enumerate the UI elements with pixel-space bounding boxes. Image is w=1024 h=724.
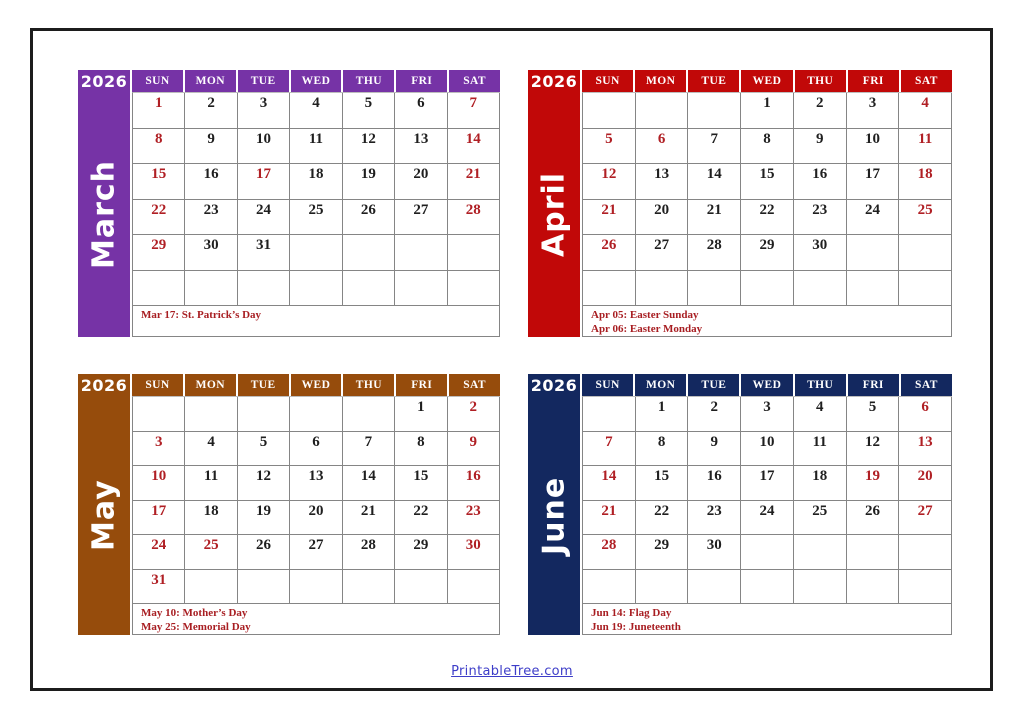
day-cell: 25	[185, 535, 237, 570]
day-cell: 21	[583, 200, 636, 236]
day-cell: 15	[133, 164, 185, 200]
day-cell: 24	[133, 535, 185, 570]
day-cell: 24	[847, 200, 900, 236]
weekday-label: TUE	[688, 374, 741, 396]
day-cell: 27	[290, 535, 342, 570]
day-cell: 18	[899, 164, 952, 200]
day-cell: 15	[395, 466, 447, 501]
day-cell: 12	[238, 466, 290, 501]
day-cell	[847, 271, 900, 307]
day-cell: 9	[448, 432, 500, 467]
day-cell: 6	[899, 397, 952, 432]
dates-grid	[582, 92, 952, 306]
day-cell	[583, 271, 636, 307]
weekday-header-row	[132, 70, 500, 92]
day-cell: 8	[636, 432, 689, 467]
day-cell	[448, 271, 500, 307]
day-cell	[636, 271, 689, 307]
day-cell	[741, 570, 794, 605]
day-cell: 13	[636, 164, 689, 200]
month-grid	[132, 374, 500, 635]
holiday-note: Apr 06: Easter Monday	[591, 323, 703, 336]
day-cell: 21	[343, 501, 395, 536]
day-cell: 19	[343, 164, 395, 200]
week-row	[133, 432, 500, 467]
day-cell: 25	[899, 200, 952, 236]
day-cell: 14	[448, 129, 500, 165]
day-cell	[238, 397, 290, 432]
weekday-label: TUE	[238, 374, 291, 396]
day-cell: 18	[794, 466, 847, 501]
day-cell: 14	[343, 466, 395, 501]
holiday-note: Jun 14: Flag Day	[591, 607, 672, 619]
day-cell: 28	[688, 235, 741, 271]
day-cell	[290, 235, 342, 271]
weekday-label: THU	[795, 374, 848, 396]
week-row	[133, 271, 500, 307]
week-row	[133, 466, 500, 501]
dates-grid	[132, 92, 500, 306]
week-row	[133, 235, 500, 271]
day-cell: 1	[636, 397, 689, 432]
weekday-header-row	[582, 374, 952, 396]
day-cell: 5	[847, 397, 900, 432]
week-row	[583, 129, 952, 165]
day-cell	[847, 535, 900, 570]
day-cell: 13	[899, 432, 952, 467]
day-cell	[290, 271, 342, 307]
month-name: April	[536, 171, 572, 258]
day-cell: 22	[395, 501, 447, 536]
day-cell: 22	[741, 200, 794, 236]
month-name: March	[86, 159, 122, 270]
day-cell	[185, 271, 237, 307]
weekday-label: FRI	[848, 70, 901, 92]
day-cell	[343, 271, 395, 307]
day-cell: 2	[448, 397, 500, 432]
day-cell: 10	[133, 466, 185, 501]
weekday-label: FRI	[848, 374, 901, 396]
day-cell: 17	[741, 466, 794, 501]
day-cell: 3	[238, 93, 290, 129]
day-cell	[741, 535, 794, 570]
day-cell: 31	[238, 235, 290, 271]
week-row	[583, 397, 952, 432]
weekday-label: WED	[291, 70, 344, 92]
week-row	[583, 235, 952, 271]
week-row	[133, 129, 500, 165]
day-cell: 27	[395, 200, 447, 236]
day-cell: 16	[688, 466, 741, 501]
week-row	[583, 271, 952, 307]
day-cell: 10	[741, 432, 794, 467]
day-cell: 12	[847, 432, 900, 467]
day-cell	[290, 570, 342, 605]
week-row	[583, 535, 952, 570]
day-cell: 11	[185, 466, 237, 501]
day-cell: 17	[238, 164, 290, 200]
holiday-note: Apr 05: Easter Sunday	[591, 309, 699, 321]
day-cell: 2	[794, 93, 847, 129]
holiday-notes	[132, 306, 500, 337]
day-cell: 14	[583, 466, 636, 501]
week-row	[133, 570, 500, 605]
holiday-notes	[132, 604, 500, 635]
week-row	[133, 93, 500, 129]
day-cell	[688, 271, 741, 307]
day-cell: 5	[343, 93, 395, 129]
weekday-label: MON	[185, 374, 238, 396]
month-band	[528, 374, 580, 635]
day-cell: 24	[238, 200, 290, 236]
day-cell: 4	[290, 93, 342, 129]
day-cell: 6	[290, 432, 342, 467]
day-cell	[185, 397, 237, 432]
day-cell: 26	[583, 235, 636, 271]
day-cell: 26	[343, 200, 395, 236]
day-cell	[395, 570, 447, 605]
dates-grid	[582, 396, 952, 604]
weekday-label: THU	[343, 70, 396, 92]
month-grid	[132, 70, 500, 337]
weekday-label: TUE	[688, 70, 741, 92]
day-cell	[133, 271, 185, 307]
day-cell	[899, 570, 952, 605]
weekday-label: TUE	[238, 70, 291, 92]
day-cell: 15	[636, 466, 689, 501]
day-cell: 18	[290, 164, 342, 200]
day-cell: 7	[448, 93, 500, 129]
weekday-header-row	[132, 374, 500, 396]
week-row	[133, 535, 500, 570]
weekday-label: MON	[635, 374, 688, 396]
day-cell	[583, 397, 636, 432]
week-row	[133, 200, 500, 236]
day-cell	[448, 570, 500, 605]
day-cell: 2	[185, 93, 237, 129]
week-row	[583, 466, 952, 501]
day-cell: 27	[899, 501, 952, 536]
day-cell	[636, 93, 689, 129]
day-cell: 30	[185, 235, 237, 271]
day-cell	[847, 235, 900, 271]
day-cell: 22	[133, 200, 185, 236]
day-cell: 17	[847, 164, 900, 200]
month-band	[528, 70, 580, 337]
weekday-label: SAT	[901, 374, 952, 396]
week-row	[583, 501, 952, 536]
day-cell: 29	[133, 235, 185, 271]
month-name: June	[536, 476, 572, 555]
day-cell: 20	[290, 501, 342, 536]
weekday-label: SUN	[582, 374, 635, 396]
day-cell: 10	[847, 129, 900, 165]
day-cell: 30	[688, 535, 741, 570]
day-cell: 20	[395, 164, 447, 200]
holiday-notes	[582, 306, 952, 337]
holiday-note: Jun 19: Juneteenth	[591, 621, 681, 634]
day-cell: 8	[741, 129, 794, 165]
day-cell: 4	[185, 432, 237, 467]
day-cell: 29	[395, 535, 447, 570]
day-cell	[343, 397, 395, 432]
week-row	[133, 164, 500, 200]
weekday-label: SUN	[582, 70, 635, 92]
day-cell: 19	[238, 501, 290, 536]
day-cell: 26	[847, 501, 900, 536]
day-cell	[133, 397, 185, 432]
weekday-label: MON	[185, 70, 238, 92]
day-cell: 26	[238, 535, 290, 570]
printabletree-link[interactable]: PrintableTree.com	[451, 664, 573, 679]
calendar-april	[528, 70, 952, 337]
day-cell: 29	[636, 535, 689, 570]
day-cell: 16	[448, 466, 500, 501]
weekday-label: THU	[343, 374, 396, 396]
day-cell	[395, 235, 447, 271]
week-row	[583, 93, 952, 129]
day-cell: 16	[185, 164, 237, 200]
holiday-note: May 25: Memorial Day	[141, 621, 251, 634]
day-cell	[847, 570, 900, 605]
month-grid	[582, 374, 952, 635]
day-cell: 17	[133, 501, 185, 536]
week-row	[133, 397, 500, 432]
day-cell: 24	[741, 501, 794, 536]
day-cell: 8	[133, 129, 185, 165]
weekday-label: WED	[741, 70, 794, 92]
year-label: 2026	[530, 375, 578, 395]
day-cell: 4	[794, 397, 847, 432]
day-cell: 7	[343, 432, 395, 467]
day-cell: 7	[688, 129, 741, 165]
day-cell: 23	[794, 200, 847, 236]
day-cell: 15	[741, 164, 794, 200]
day-cell: 27	[636, 235, 689, 271]
weekday-label: SUN	[132, 70, 185, 92]
day-cell: 10	[238, 129, 290, 165]
week-row	[583, 570, 952, 605]
day-cell: 3	[741, 397, 794, 432]
day-cell	[395, 271, 447, 307]
calendar-may	[78, 374, 500, 635]
day-cell: 1	[741, 93, 794, 129]
day-cell: 28	[583, 535, 636, 570]
day-cell: 3	[847, 93, 900, 129]
day-cell: 23	[448, 501, 500, 536]
day-cell: 30	[794, 235, 847, 271]
day-cell: 5	[238, 432, 290, 467]
weekday-label: THU	[795, 70, 848, 92]
weekday-header-row	[582, 70, 952, 92]
day-cell	[741, 271, 794, 307]
day-cell: 7	[583, 432, 636, 467]
day-cell: 13	[290, 466, 342, 501]
day-cell	[448, 235, 500, 271]
day-cell	[343, 570, 395, 605]
day-cell: 8	[395, 432, 447, 467]
day-cell: 21	[448, 164, 500, 200]
holiday-notes	[582, 604, 952, 635]
day-cell: 30	[448, 535, 500, 570]
month-band	[78, 70, 130, 337]
day-cell: 20	[636, 200, 689, 236]
day-cell	[238, 271, 290, 307]
day-cell: 5	[583, 129, 636, 165]
day-cell: 1	[133, 93, 185, 129]
day-cell	[290, 397, 342, 432]
weekday-label: SUN	[132, 374, 185, 396]
day-cell: 9	[185, 129, 237, 165]
week-row	[583, 200, 952, 236]
weekday-label: FRI	[396, 70, 449, 92]
day-cell	[899, 271, 952, 307]
day-cell: 28	[343, 535, 395, 570]
year-label: 2026	[530, 71, 578, 91]
day-cell: 25	[794, 501, 847, 536]
day-cell	[794, 271, 847, 307]
weekday-label: FRI	[396, 374, 449, 396]
day-cell: 3	[133, 432, 185, 467]
day-cell	[794, 535, 847, 570]
day-cell: 23	[185, 200, 237, 236]
day-cell: 1	[395, 397, 447, 432]
day-cell	[238, 570, 290, 605]
week-row	[583, 164, 952, 200]
day-cell: 16	[794, 164, 847, 200]
day-cell: 9	[688, 432, 741, 467]
weekday-label: SAT	[449, 374, 500, 396]
day-cell: 28	[448, 200, 500, 236]
day-cell: 11	[794, 432, 847, 467]
day-cell: 6	[636, 129, 689, 165]
day-cell: 4	[899, 93, 952, 129]
day-cell: 31	[133, 570, 185, 605]
day-cell: 9	[794, 129, 847, 165]
day-cell: 12	[343, 129, 395, 165]
week-row	[133, 501, 500, 536]
day-cell: 18	[185, 501, 237, 536]
day-cell: 22	[636, 501, 689, 536]
weekday-label: SAT	[901, 70, 952, 92]
calendar-june	[528, 374, 952, 635]
calendar-march	[78, 70, 500, 337]
day-cell: 29	[741, 235, 794, 271]
day-cell	[343, 235, 395, 271]
day-cell	[899, 235, 952, 271]
year-label: 2026	[80, 71, 128, 91]
year-label: 2026	[80, 375, 128, 395]
day-cell: 21	[688, 200, 741, 236]
day-cell	[688, 93, 741, 129]
day-cell: 14	[688, 164, 741, 200]
day-cell: 20	[899, 466, 952, 501]
day-cell: 11	[290, 129, 342, 165]
day-cell: 11	[899, 129, 952, 165]
weekday-label: WED	[741, 374, 794, 396]
day-cell: 6	[395, 93, 447, 129]
weekday-label: SAT	[449, 70, 500, 92]
holiday-note: Mar 17: St. Patrick’s Day	[141, 309, 262, 321]
holiday-note: May 10: Mother’s Day	[141, 607, 248, 619]
day-cell: 23	[688, 501, 741, 536]
day-cell: 13	[395, 129, 447, 165]
weekday-label: MON	[635, 70, 688, 92]
day-cell: 21	[583, 501, 636, 536]
day-cell: 25	[290, 200, 342, 236]
day-cell: 2	[688, 397, 741, 432]
day-cell	[583, 93, 636, 129]
month-name: May	[86, 479, 122, 552]
day-cell	[636, 570, 689, 605]
month-grid	[582, 70, 952, 337]
day-cell	[899, 535, 952, 570]
weekday-label: WED	[291, 374, 344, 396]
day-cell	[688, 570, 741, 605]
day-cell	[583, 570, 636, 605]
dates-grid	[132, 396, 500, 604]
footer	[0, 660, 1024, 679]
month-band	[78, 374, 130, 635]
day-cell: 19	[847, 466, 900, 501]
day-cell	[185, 570, 237, 605]
week-row	[583, 432, 952, 467]
day-cell: 12	[583, 164, 636, 200]
day-cell	[794, 570, 847, 605]
